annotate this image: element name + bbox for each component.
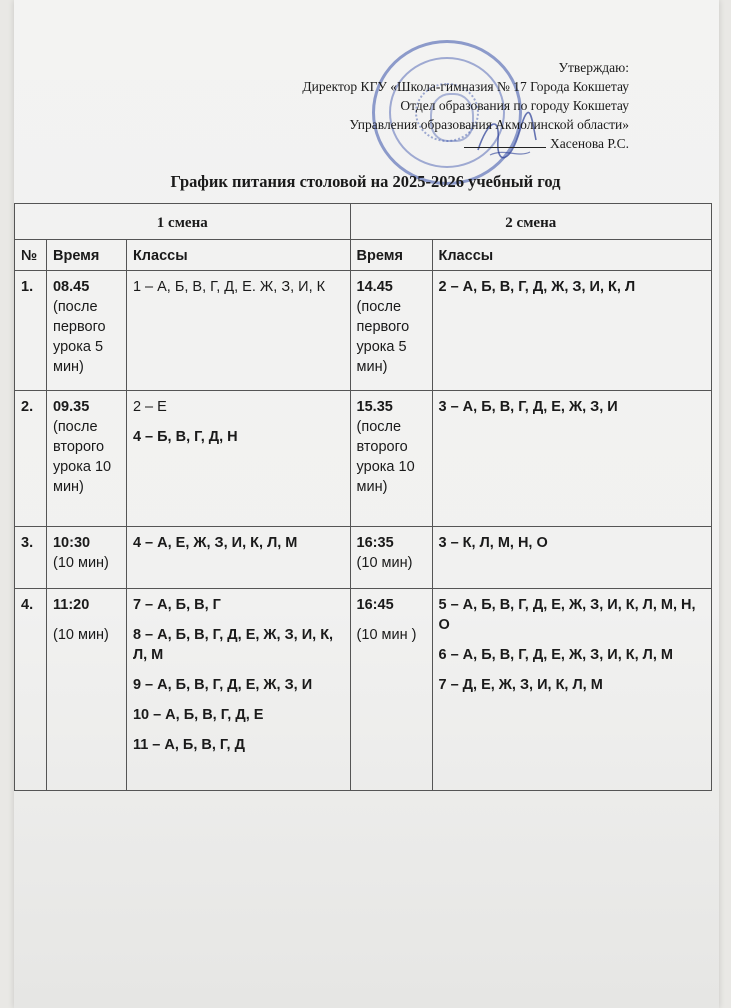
time2-cell [350, 271, 432, 391]
time2-value: 16:35 [356, 535, 394, 551]
class-line: 3 – К, Л, М, Н, О [438, 535, 548, 551]
col-classes2-header: Классы [432, 240, 712, 271]
time1-value: 11:20 [52, 597, 90, 613]
approval-line-3: Отдел образования по городу Кокшетау [400, 98, 629, 113]
shift-1-header: 1 смена [15, 204, 351, 240]
classes1-cell [126, 589, 350, 791]
classes2-cell [432, 271, 712, 391]
class-line: 9 – А, Б, В, Г, Д, Е, Ж, З, И [132, 677, 313, 693]
time1-value: 09.35 [52, 399, 90, 415]
time1-cell [46, 589, 126, 791]
classes2-cell [432, 391, 712, 527]
time2-cell [350, 589, 432, 791]
time1-value: 08.45 [52, 279, 90, 295]
time2-cell [350, 527, 432, 589]
time1-value: 10:30 [52, 535, 91, 551]
col-classes1-header: Классы [126, 240, 350, 271]
class-line: 5 – А, Б, В, Г, Д, Е, Ж, З, И, К, Л, М, Н, О [438, 597, 696, 633]
class-line: 4 – Б, В, Г, Д, Н [132, 429, 238, 445]
shift-2-header: 2 смена [350, 204, 711, 240]
class-line: 1 – А, Б, В, Г, Д, Е. Ж, З, И, К [132, 279, 326, 295]
class-line: 7 – Д, Е, Ж, З, И, К, Л, М [438, 677, 603, 693]
time2-note: (после первого урока 5 мин) [356, 299, 410, 375]
col-time2-header: Время [350, 240, 432, 271]
schedule-table [14, 203, 712, 791]
classes1-cell [126, 391, 350, 527]
signature-line [464, 135, 546, 148]
row-number: 1. [15, 271, 47, 391]
time2-note: (после второго урока 10 мин) [356, 419, 415, 495]
table-row [15, 391, 712, 527]
col-num-header: № [15, 240, 47, 271]
approval-line-1: Утверждаю: [558, 60, 629, 75]
approval-line-2: Директор КГУ «Школа-гимназия № 17 Города Кокшетау [302, 79, 629, 94]
time2-value: 14.45 [356, 279, 393, 295]
time2-note: (10 мин ) [356, 627, 417, 643]
col-time1-header: Время [46, 240, 126, 271]
class-line: 7 – А, Б, В, Г [132, 597, 221, 613]
class-line: 2 – А, Б, В, Г, Д, Ж, З, И, К, Л [438, 279, 636, 295]
time1-note: (после второго урока 10 мин) [52, 419, 112, 495]
class-line: 8 – А, Б, В, Г, Д, Е, Ж, З, И, К, Л, М [132, 627, 334, 663]
time1-cell [46, 271, 126, 391]
time1-note: (10 мин) [52, 555, 109, 571]
time2-note: (10 мин) [356, 555, 413, 571]
table-row [15, 271, 712, 391]
time1-cell [46, 527, 126, 589]
row-number: 3. [15, 527, 47, 589]
time2-cell [350, 391, 432, 527]
time2-value: 16:45 [356, 597, 394, 613]
approval-line-5 [302, 134, 629, 153]
class-line: 6 – А, Б, В, Г, Д, Е, Ж, З, И, К, Л, М [438, 647, 673, 663]
class-line: 4 – А, Е, Ж, З, И, К, Л, М [132, 535, 298, 551]
table-row [15, 527, 712, 589]
time2-value: 15.35 [356, 399, 393, 415]
classes1-cell [126, 527, 350, 589]
class-line: 11 – А, Б, В, Г, Д [132, 737, 245, 753]
time1-note: (после первого урока 5 мин) [52, 299, 106, 375]
class-line: 10 – А, Б, В, Г, Д, Е [132, 707, 264, 723]
approval-block [302, 58, 629, 153]
approval-line-4: Управления образования Акмолинской области» [349, 117, 629, 132]
classes1-cell [126, 271, 350, 391]
shift-header-row [15, 204, 712, 240]
page-title: График питания столовой на 2025-2026 учебный год [170, 172, 561, 191]
class-line: 3 – А, Б, В, Г, Д, Е, Ж, З, И [438, 399, 618, 415]
director-name: Хасенова Р.С. [549, 136, 629, 151]
time1-note: (10 мин) [52, 627, 109, 643]
classes2-cell [432, 589, 712, 791]
class-line: 2 – Е [132, 399, 167, 415]
time1-cell [46, 391, 126, 527]
row-number: 4. [15, 589, 47, 791]
row-number: 2. [15, 391, 47, 527]
table-row [15, 589, 712, 791]
column-header-row [15, 240, 712, 271]
classes2-cell [432, 527, 712, 589]
